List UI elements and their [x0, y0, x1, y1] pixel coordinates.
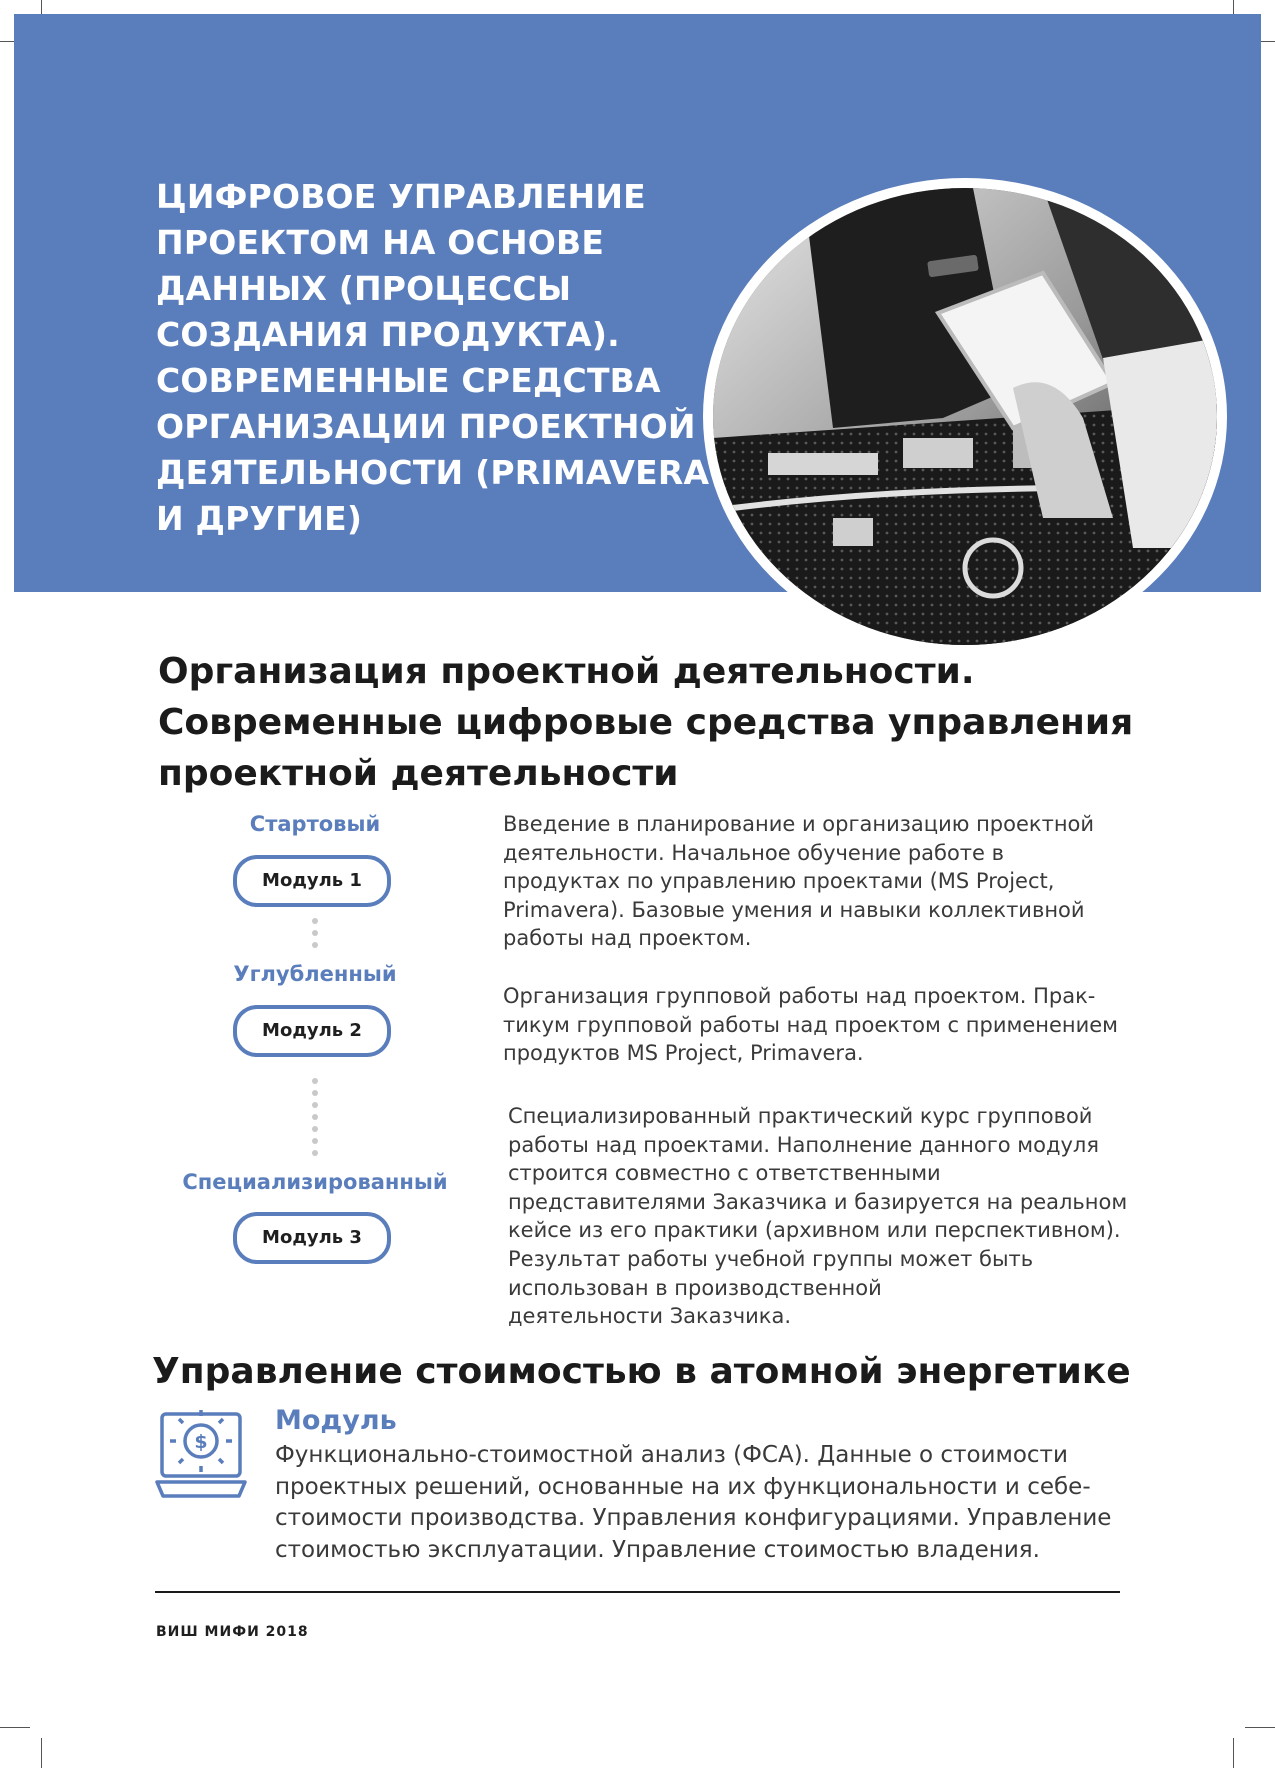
module-2-badge: Модуль 2 [233, 1005, 391, 1057]
hero-photo-illustration [713, 188, 1217, 645]
module-levels [160, 800, 470, 1280]
connector-dots [312, 1078, 318, 1162]
crop-mark [1245, 1727, 1275, 1728]
cost-module-heading: Модуль [275, 1405, 397, 1436]
hero-photo [703, 178, 1227, 655]
section-title-project-management: Организация проектной деятельности. Современные цифровые средства управления проектной деятельности [158, 651, 1134, 794]
level-label-advanced: Углубленный [233, 962, 397, 986]
svg-text:$: $ [194, 1431, 208, 1453]
footer-divider [155, 1591, 1120, 1593]
laptop-gear-dollar-icon [155, 1404, 247, 1508]
section-title-cost-management: Управление стоимостью в атомной энергетике [152, 1351, 1131, 1392]
module-3-description: Специализированный практический курс групповой работы над проектами. Наполнение данного модуля строится совместно с ответственными представителями Заказчика и базируется на реальном кейсе из его практики (архивном или перспективном). Результат работы учебной группы может быть использован в производственной деятельности Заказчика. [508, 1104, 1128, 1329]
cost-module-text: Функционально-стоимостной анализ (ФСА). Данные о стоимости проектных решений, основанные на их функциональности и себе- стоимости производства. Управления конфигурациями. Управление стоимостью эксплуатации. Управление стоимостью владения. [275, 1442, 1112, 1563]
module-1-description: Введение в планирование и организацию проектной деятельности. Начальное обучение работе в продуктах по управлению проектами (MS Project, Primavera). Базовые умения и навыки коллективной работы над проектом. [503, 812, 1095, 951]
level-label-start: Стартовый [249, 812, 381, 836]
crop-mark [0, 1727, 30, 1728]
module-3-badge: Модуль 3 [233, 1212, 391, 1264]
footer-text: ВИШ МИФИ 2018 [156, 1624, 309, 1640]
crop-mark [1233, 1738, 1234, 1768]
module-1-badge: Модуль 1 [233, 855, 391, 907]
level-label-specialized: Специализированный [182, 1170, 448, 1194]
module-2-description: Организация групповой работы над проектом. Прак- тикум групповой работы над проектом с применением продуктов MS Project, Primavera. [503, 984, 1119, 1066]
crop-mark [41, 1738, 42, 1768]
connector-dots [312, 918, 318, 954]
hero-title: ЦИФРОВОЕ УПРАВЛЕНИЕ ПРОЕКТОМ НА ОСНОВЕ ДАННЫХ (ПРОЦЕССЫ СОЗДАНИЯ ПРОДУКТА). СОВРЕМЕННЫЕ СРЕДСТВА ОРГАНИЗАЦИИ ПРОЕКТНОЙ ДЕЯТЕЛЬНОСТИ (PRIMAVERA И ДРУГИЕ) [156, 177, 710, 538]
